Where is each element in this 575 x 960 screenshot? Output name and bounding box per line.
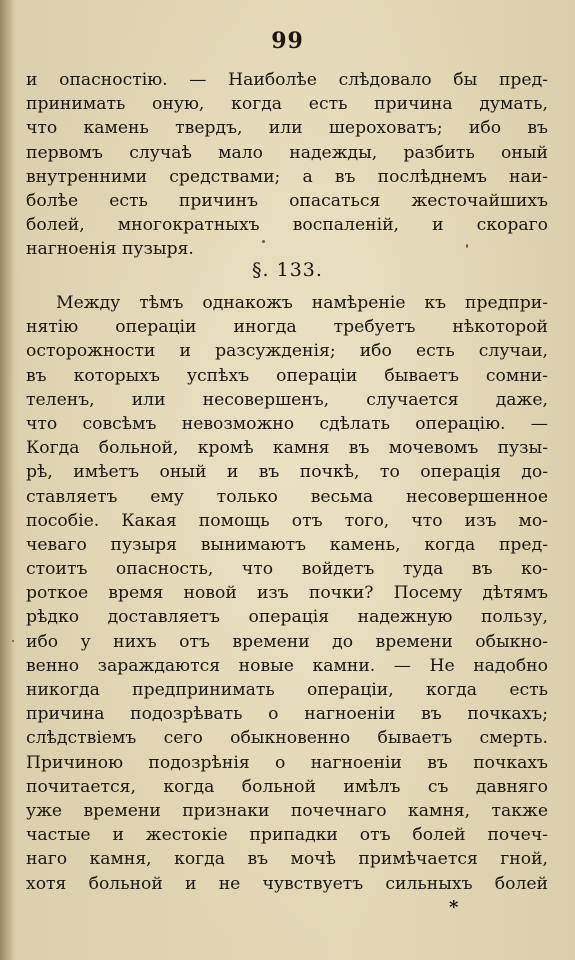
text-line: рѣ, имѣетъ оный и въ почкѣ, то операція до- (26, 462, 548, 483)
text-line: что камень твердъ, или шероховатъ; ибо въ (26, 118, 548, 139)
text-line: хотя больной и не чувствуетъ сильныхъ болей (26, 873, 548, 894)
paper-speck (466, 244, 468, 248)
text-line: частые и жестокіе припадки отъ болей почеч- (26, 825, 548, 846)
page-number: 99 (271, 28, 304, 54)
text-line: что совсѣмъ невозможно сдѣлать операцію. — (26, 413, 548, 434)
text-line: Когда больной, кромѣ камня въ мочевомъ пузы- (26, 438, 548, 459)
text-line: венно зараждаются новые камни. — Не надобно (26, 655, 548, 676)
paper-speck (262, 240, 265, 243)
text-line: уже времени признаки почечнаго камня, также (26, 800, 548, 821)
text-line: первомъ случаѣ мало надежды, разбить оный (26, 142, 548, 163)
text-line: никогда предпринимать операціи, когда есть (26, 680, 548, 700)
text-line: чеваго пузыря вынимаютъ камень, когда пред- (26, 534, 548, 555)
text-line: внутренними средствами; а въ послѣднемъ наи- (26, 166, 548, 187)
text-line: наго камня, когда въ мочѣ примѣчается гной, (26, 849, 548, 870)
paper-speck (12, 640, 14, 642)
text-line: принимать оную, когда есть причина думать, (26, 94, 548, 115)
footnote-mark: * (449, 897, 459, 918)
text-line: стоитъ опасность, что войдетъ туда въ ко- (26, 559, 548, 580)
text-line: теленъ, или несовершенъ, случается даже, (26, 389, 548, 410)
text-line: слѣдствіемъ сего обыкновенно бываетъ смерть. (26, 728, 548, 749)
text-line: въ которыхъ успѣхъ операціи бываетъ сомни- (26, 365, 548, 386)
text-line: ставляетъ ему только весьма несовершенное (26, 486, 548, 507)
text-line: осторожности и разсужденія; ибо есть случаи, (26, 341, 548, 362)
paragraph-main (26, 291, 548, 896)
text-line: почитается, когда больной имѣлъ съ давняго (26, 776, 548, 797)
section-heading: §. 133. (252, 259, 323, 281)
paragraph-top (26, 68, 548, 262)
text-line: причина подозрѣвать о нагноеніи въ почкахъ; (26, 704, 548, 725)
text-line: Между тѣмъ однакожъ намѣреніе къ предпри- (56, 293, 548, 313)
text-line: нагноенія пузыря. (26, 239, 194, 260)
text-line: и опасностію. — Наиболѣе слѣдовало бы пред- (26, 70, 548, 90)
text-line: Причиною подозрѣнія о нагноеніи въ почкахъ (26, 752, 548, 773)
text-line: пособіе. Какая помощь отъ того, что изъ мо- (26, 510, 548, 531)
text-line: роткое время новой изъ почки? Посему дѣтямъ (26, 583, 548, 604)
text-line: болей, многократныхъ воспаленій, и скораго (26, 215, 548, 236)
page-gutter-shadow (0, 0, 14, 960)
text-line: нятію операціи иногда требуетъ нѣкоторой (26, 317, 548, 338)
text-line: ибо у нихъ отъ времени до времени обыкно- (26, 631, 548, 652)
text-line: болѣе есть причинъ опасаться жесточайшихъ (26, 190, 548, 211)
text-line: рѣдко доставляетъ операція надежную пользу, (26, 607, 548, 628)
